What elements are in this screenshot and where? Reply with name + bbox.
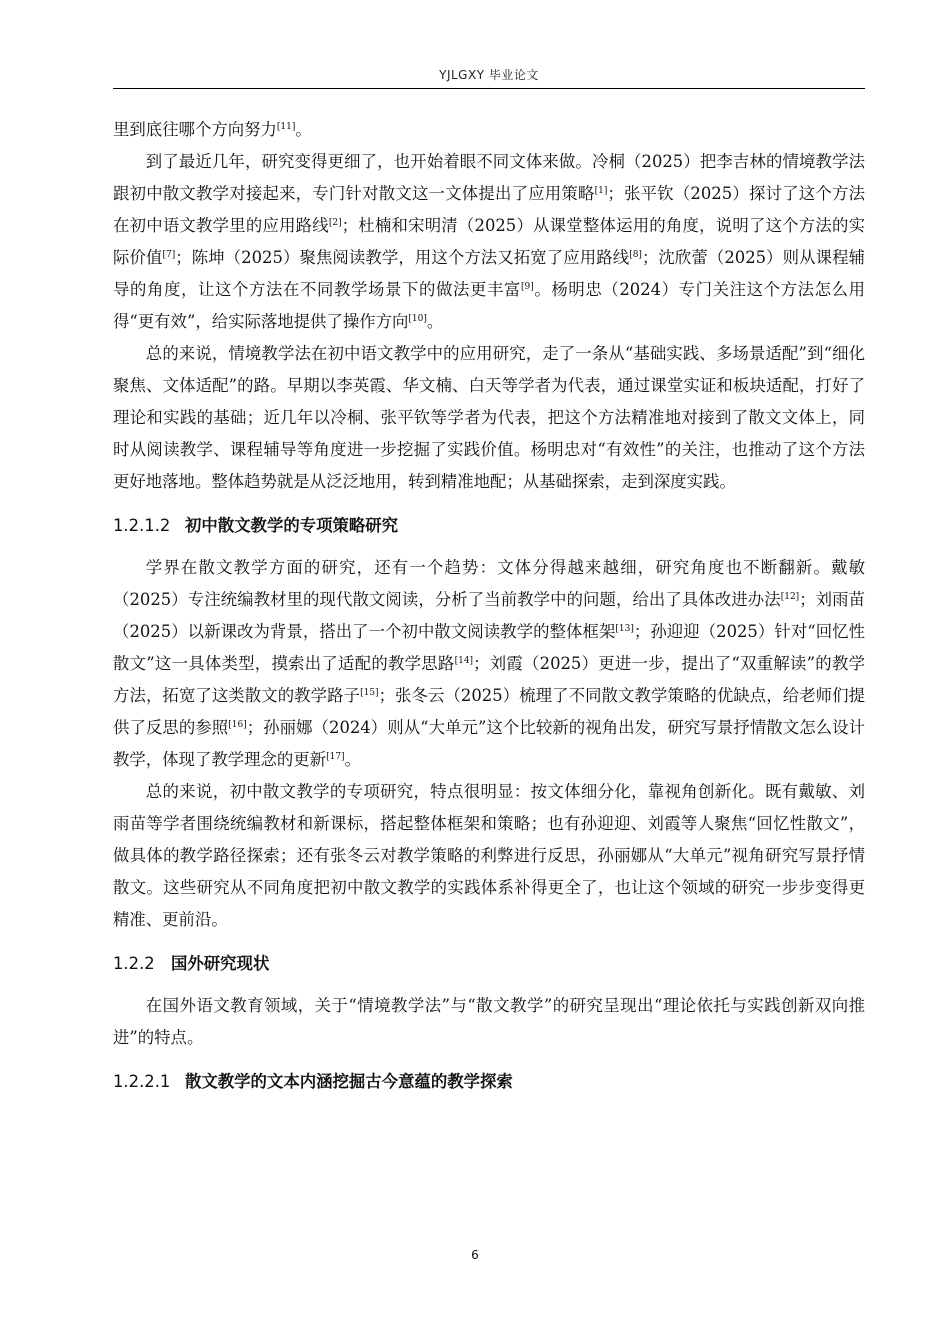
page-number: 6 [471, 1248, 479, 1262]
citation: [9] [520, 282, 534, 292]
citation: [12] [780, 592, 800, 602]
document-body [113, 114, 865, 1098]
paragraph-continuation: 里到底往哪个方向努力[11]。 [113, 120, 312, 139]
citation: [2] [328, 218, 342, 228]
section-heading-1-2-2: 1.2.2 国外研究现状 [113, 954, 270, 973]
paragraph-summary-2: 总的来说，初中散文教学的专项研究，特点很明显：按文体细分化，靠视角创新化。既有戴敏、刘雨苗等学者围绕统编教材和新课标，搭起整体框架和策略；也有孙迎迎、刘霞等人聚焦“回忆性散文”，做具体的教学路径探索；还有张冬云对教学策略的利弊进行反思，孙丽娜从“大单元”视角研究写景抒情散文。这些研究从不同角度把初中散文教学的实践体系补得更全了，也让这个领域的研究一步步变得更精准、更前沿。 [113, 782, 865, 929]
citation: [7] [162, 250, 176, 260]
section-heading-1-2-2-1: 1.2.2.1 散文教学的文本内涵挖掘古今意蕴的教学探索 [113, 1072, 513, 1091]
citation: [8] [629, 250, 642, 260]
citation: [13] [615, 624, 634, 634]
paragraph-summary-1: 总的来说，情境教学法在初中语文教学中的应用研究，走了一条从“基础实践、多场景适配”到“细化聚焦、文体适配”的路。早期以李英霞、华文楠、白天等学者为代表，通过课堂实证和板块适配，打好了理论和实践的基础；近几年以冷桐、张平钦等学者为代表，把这个方法精准地对接到了散文文体上，同时从阅读教学、课程辅导等角度进一步挖掘了实践价值。杨明忠对“有效性”的关注，也推动了这个方法更好地落地。整体趋势就是从泛泛地用，转到精准地配；从基础探索，走到深度实践。 [113, 344, 865, 491]
citation: [10] [408, 314, 427, 324]
citation: [17] [326, 752, 345, 762]
citation: [11] [276, 122, 296, 132]
paragraph-foreign-research: 在国外语文教育领域，关于“情境教学法”与“散文教学”的研究呈现出“理论依托与实践创新双向推进”的特点。 [113, 996, 865, 1047]
citation: [15] [360, 688, 379, 698]
citation: [16] [228, 720, 247, 730]
citation: [1] [594, 186, 608, 196]
citation: [14] [454, 656, 474, 666]
paragraph-prose-strategies: 学界在散文教学方面的研究，还有一个趋势：文体分得越来越细，研究角度也不断翻新。戴敏（2025）专注统编教材里的现代散文阅读，分析了当前教学中的问题，给出了具体改进办法[12]；刘雨苗（2025）以新课改为背景，搭出了一个初中散文阅读教学的整体框架[13]；孙迎迎（2025）针对“回忆性散文”这一具体类型，摸索出了适配的教学思路[14]；刘霞（2025）更进一步，提出了“双重解读”的教学方法，拓宽了这类散文的教学路子[15]；张冬云（2025）梳理了不同散文教学策略的优缺点，给老师们提供了反思的参照[16]；孙丽娜（2024）则从“大单元”这个比较新的视角出发，研究写景抒情散文怎么设计教学，体现了教学理念的更新[17]。 [113, 558, 866, 769]
header-rule [113, 88, 865, 89]
paragraph-recent-research: 到了最近几年，研究变得更细了，也开始着眼不同文体来做。冷桐（2025）把李吉林的情境教学法跟初中散文教学对接起来，专门针对散文这一文体提出了应用策略[1]；张平钦（2025）探讨了这个方法在初中语文教学里的应用路线[2]；杜楠和宋明清（2025）从课堂整体运用的角度，说明了这个方法的实际价值[7]；陈坤（2025）聚焦阅读教学，用这个方法又拓宽了应用路线[8]；沈欣蕾（2025）则从课程辅导的角度，让这个方法在不同教学场景下的做法更丰富[9]。杨明忠（2024）专门关注这个方法怎么用得“更有效”，给实际落地提供了操作方向[10]。 [113, 152, 866, 331]
section-heading-1-2-1-2: 1.2.1.2 初中散文教学的专项策略研究 [113, 516, 399, 535]
running-header: YJLGXY 毕业论文 [439, 68, 539, 82]
